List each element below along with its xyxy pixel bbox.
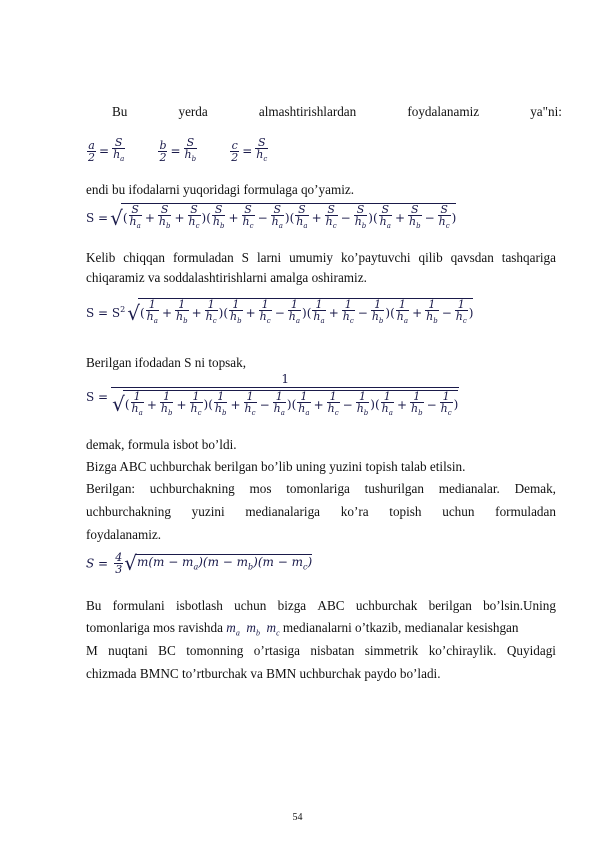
fraction: $\frac{1}{h_c}$ xyxy=(342,298,354,326)
fraction: $\frac{S}{h_b}$ xyxy=(212,203,225,231)
fraction: $\frac{1}{h_b}$ xyxy=(426,298,438,326)
fraction: $\frac{1}{h_b}$ xyxy=(176,298,188,326)
fraction: $\frac{1}{h_c}$ xyxy=(244,390,256,418)
formula-area-2: $S = S^2$ √( $\frac{1}{h_a}$ + $\frac{1}{h_b}$ + $\frac{1}{h_c}$ )( $\frac{1}{h_b}$ + $\frac{1}{h_c}$ − $\frac{1}{h_a}$ )( $\frac{1}{h_a}$ + $\frac{1}{h_c}$ − $\frac{1}{h_b}$ )( $\frac{1}{h_a}$ + $\frac{1}{h_b}$ − $\frac{1}{h_c}$ ) xyxy=(86,298,474,326)
formula-area-1: S = √( $\frac{S}{h_a}$ + $\frac{S}{h_b}$ + $\frac{S}{h_c}$ )( $\frac{S}{h_b}$ + $\frac{S}{h_c}$ − $\frac{S}{h_a}$ )( $\frac{S}{h_a}$ + $\frac{S}{h_c}$ − $\frac{S}{h_b}$ )( $\frac{S}{h_a}$ + $\frac{S}{h_b}$ − $\frac{S}{h_c}$ ) xyxy=(86,203,457,231)
paragraph-line: uchburchakning yuzini medianalariga ko’ra topish uchun formuladan xyxy=(86,504,556,519)
fraction: $\frac{1}{h_c}$ xyxy=(205,298,217,326)
fraction: $\frac{1}{h_b}$ xyxy=(160,390,173,418)
fraction: $\frac{1}{h_c}$ xyxy=(259,298,271,326)
fraction: $\frac{S}{h_b}$ xyxy=(409,203,421,231)
word: Bu xyxy=(112,104,128,119)
fraction: $\frac{1}{h_b}$ xyxy=(411,390,423,418)
fraction: $\frac{1}{h_c}$ xyxy=(190,390,202,418)
fraction: $\frac{1}{h_a}$ xyxy=(381,390,393,418)
word: foydalanamiz xyxy=(407,104,480,119)
fraction: $\frac{S}{h_b}$ xyxy=(354,203,367,231)
substitution-a: $\frac{a}{2}$ = $\frac{S}{h_a}$ xyxy=(88,136,125,164)
fraction: $\frac{1}{h_a}$ xyxy=(298,390,310,418)
paragraph-line: chizmada BMNC to’rtburchak va BMN uchburchak paydo bo’ladi. xyxy=(86,666,441,681)
paragraph-line: tomonlariga mos ravishda $m_a$ $m_b$ $m_c$ medianalarni o’tkazib, medianalar kesishgan xyxy=(86,620,519,638)
fraction: $\frac{S}{h_a}$ xyxy=(129,203,141,231)
paragraph-line: Kelib chiqqan formuladan S larni umumiy ko’paytuvchi qilib qavsdan tashqariga xyxy=(86,250,556,265)
fraction: $\frac{1}{h_a}$ xyxy=(146,298,158,326)
paragraph-text: demak, formula isbot bo’ldi. xyxy=(86,437,237,452)
fraction: $\frac{1}{h_b}$ xyxy=(356,390,369,418)
substitution-formulas xyxy=(86,137,269,165)
fraction: $\frac{1}{h_b}$ xyxy=(230,298,242,326)
fraction: $\frac{1}{h_c}$ xyxy=(327,390,339,418)
paragraph-text: endi bu ifodalarni yuqoridagi formulaga qo’yamiz. xyxy=(86,182,355,197)
fraction: $\frac{1}{h_b}$ xyxy=(214,390,227,418)
paragraph-line: foydalanamiz. xyxy=(86,527,162,542)
fraction: $\frac{1}{h_b}$ xyxy=(371,298,384,326)
paragraph-line: Berilgan: uchburchakning mos tomonlariga tushurilgan medianalar. Demak, xyxy=(86,481,556,496)
page-number: 54 xyxy=(292,812,303,823)
fraction: $\frac{S}{h_a}$ xyxy=(379,203,391,231)
paragraph-line: M nuqtani BC tomonning o’rtasiga nisbatan simmetrik ko’chiraylik. Quyidagi xyxy=(86,643,556,658)
fraction: $\frac{1}{h_c}$ xyxy=(455,298,467,326)
formula-area-3: S = 1 √( $\frac{1}{h_a}$ + $\frac{1}{h_b}$ + $\frac{1}{h_c}$ )( $\frac{1}{h_b}$ + $\frac{1}{h_c}$ − $\frac{1}{h_a}$ )( $\frac{1}{h_a}$ + $\frac{1}{h_c}$ − $\frac{1}{h_b}$ )( $\frac{1}{h_a}$ + $\frac{1}{h_b}$ − $\frac{1}{h_c}$ ) xyxy=(86,372,459,418)
paragraph-text: Bizga ABC uchburchak berilgan bo’lib uning yuzini topish talab etilsin. xyxy=(86,459,466,474)
fraction: $\frac{S}{h_c}$ xyxy=(188,203,200,231)
fraction: $\frac{1}{h_a}$ xyxy=(396,298,409,326)
paragraph-text: Berilgan ifodadan S ni topsak, xyxy=(86,355,247,370)
formula-area-4: S = $\frac{4}{3}$ $√m(m - m_a)(m - m_b)(m - m_c)$ xyxy=(86,550,313,576)
fraction: $\frac{1}{h_a}$ xyxy=(313,298,325,326)
paragraph-line: Bu formulani isbotlash uchun bizga ABC uchburchak berilgan bo’lsin.Uning xyxy=(86,598,556,613)
fraction: $\frac{1}{h_a}$ xyxy=(288,298,301,326)
fraction: $\frac{1}{h_a}$ xyxy=(131,390,143,418)
fraction: $\frac{S}{h_c}$ xyxy=(242,203,254,231)
word: almashtirishlardan xyxy=(258,104,357,119)
paragraph-line: chiqaramiz va soddalashtirishlarni amalga oshiramiz. xyxy=(86,270,367,285)
word: yerda xyxy=(178,104,208,119)
substitution-b: $\frac{b}{2}$ = $\frac{S}{h_b}$ xyxy=(159,136,197,164)
fraction: $\frac{1}{h_c}$ xyxy=(440,390,452,418)
fraction: $\frac{S}{h_b}$ xyxy=(158,203,171,231)
fraction: $\frac{S}{h_c}$ xyxy=(325,203,337,231)
intro-line xyxy=(112,104,562,120)
fraction: $\frac{1}{h_a}$ xyxy=(273,390,285,418)
fraction: $\frac{S}{h_a}$ xyxy=(271,203,283,231)
substitution-c: $\frac{c}{2}$ = $\frac{S}{h_c}$ xyxy=(231,136,268,164)
fraction: $\frac{S}{h_c}$ xyxy=(438,203,450,231)
fraction: $\frac{S}{h_a}$ xyxy=(296,203,308,231)
word: ya"ni: xyxy=(530,104,562,119)
